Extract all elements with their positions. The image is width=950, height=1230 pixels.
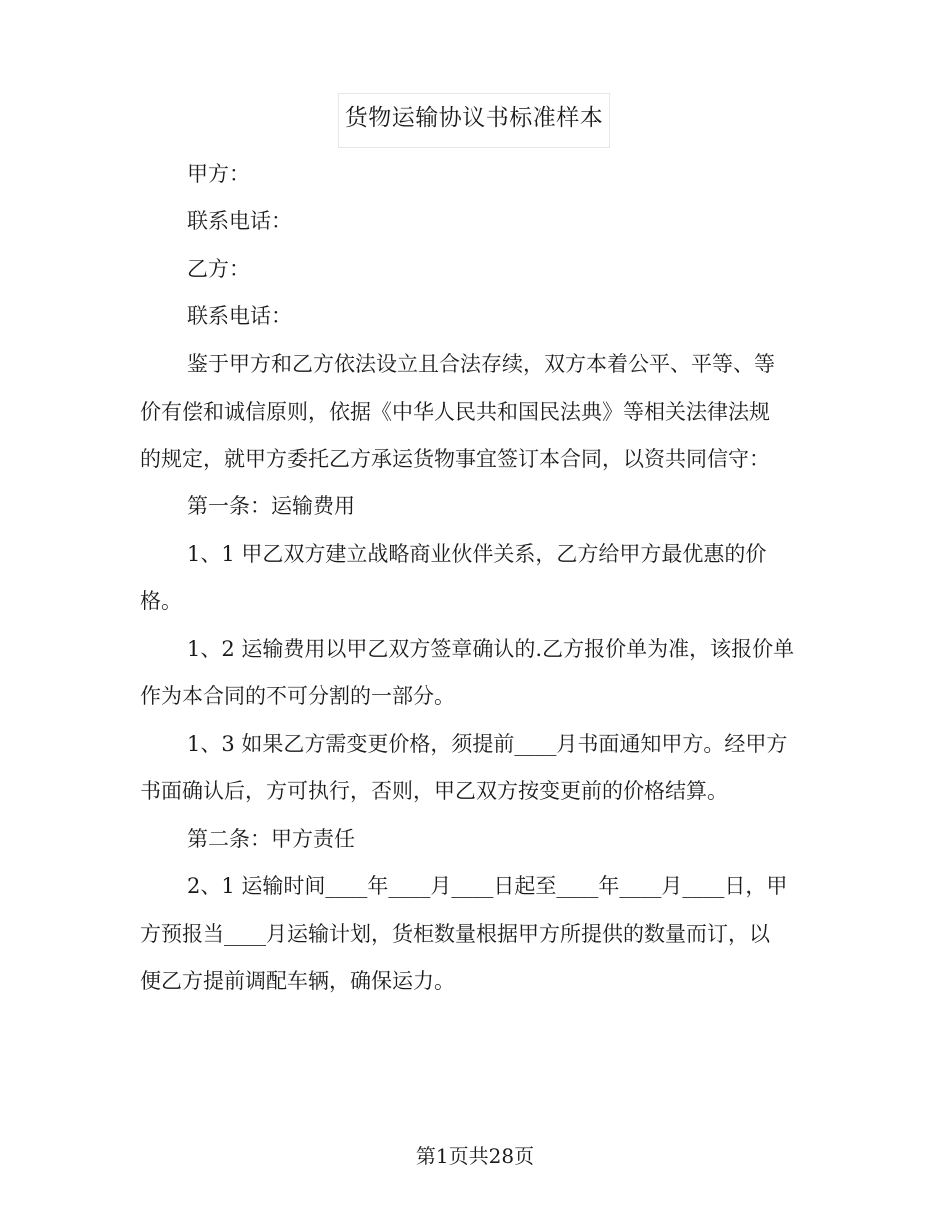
clause-2-1-line: 便乙方提前调配车辆，确保运力。	[140, 969, 455, 993]
preamble-line: 鉴于甲方和乙方依法设立且合法存续，双方本着公平、平等、等	[187, 352, 775, 376]
party-a-label: 甲方：	[187, 162, 250, 186]
party-b-phone-label: 联系电话：	[187, 304, 292, 328]
party-b-label: 乙方：	[187, 257, 250, 281]
preamble-line: 价有偿和诚信原则，依据《中华人民共和国民法典》等相关法律法规	[140, 400, 770, 424]
clause-1-2-line: 作为本合同的不可分割的一部分。	[140, 684, 455, 708]
clause-1-3-line: 书面确认后，方可执行，否则，甲乙双方按变更前的价格结算。	[140, 779, 728, 803]
clause-1-1-line: 格。	[140, 589, 182, 613]
article-1-heading: 第一条：运输费用	[187, 494, 355, 518]
party-a-phone-label: 联系电话：	[187, 209, 292, 233]
clause-1-1-line: 1、1 甲乙双方建立战略商业伙伴关系，乙方给甲方最优惠的价	[187, 542, 767, 566]
clause-2-1-line: 2、1 运输时间____年____月____日起至____年____月____日，甲	[187, 874, 788, 898]
clause-1-3-line: 1、3 如果乙方需变更价格，须提前____月书面通知甲方。经甲方	[187, 732, 788, 756]
page-indicator: 第1页共28页	[415, 1144, 535, 1168]
document-title: 货物运输协议书标准样本	[344, 105, 604, 131]
clause-2-1-line: 方预报当____月运输计划，货柜数量根据甲方所提供的数量而订，以	[140, 922, 770, 946]
article-2-heading: 第二条：甲方责任	[187, 827, 355, 851]
clause-1-2-line: 1、2 运输费用以甲乙双方签章确认的.乙方报价单为准，该报价单	[187, 637, 795, 661]
preamble-line: 的规定，就甲方委托乙方承运货物事宜签订本合同，以资共同信守：	[140, 447, 770, 471]
